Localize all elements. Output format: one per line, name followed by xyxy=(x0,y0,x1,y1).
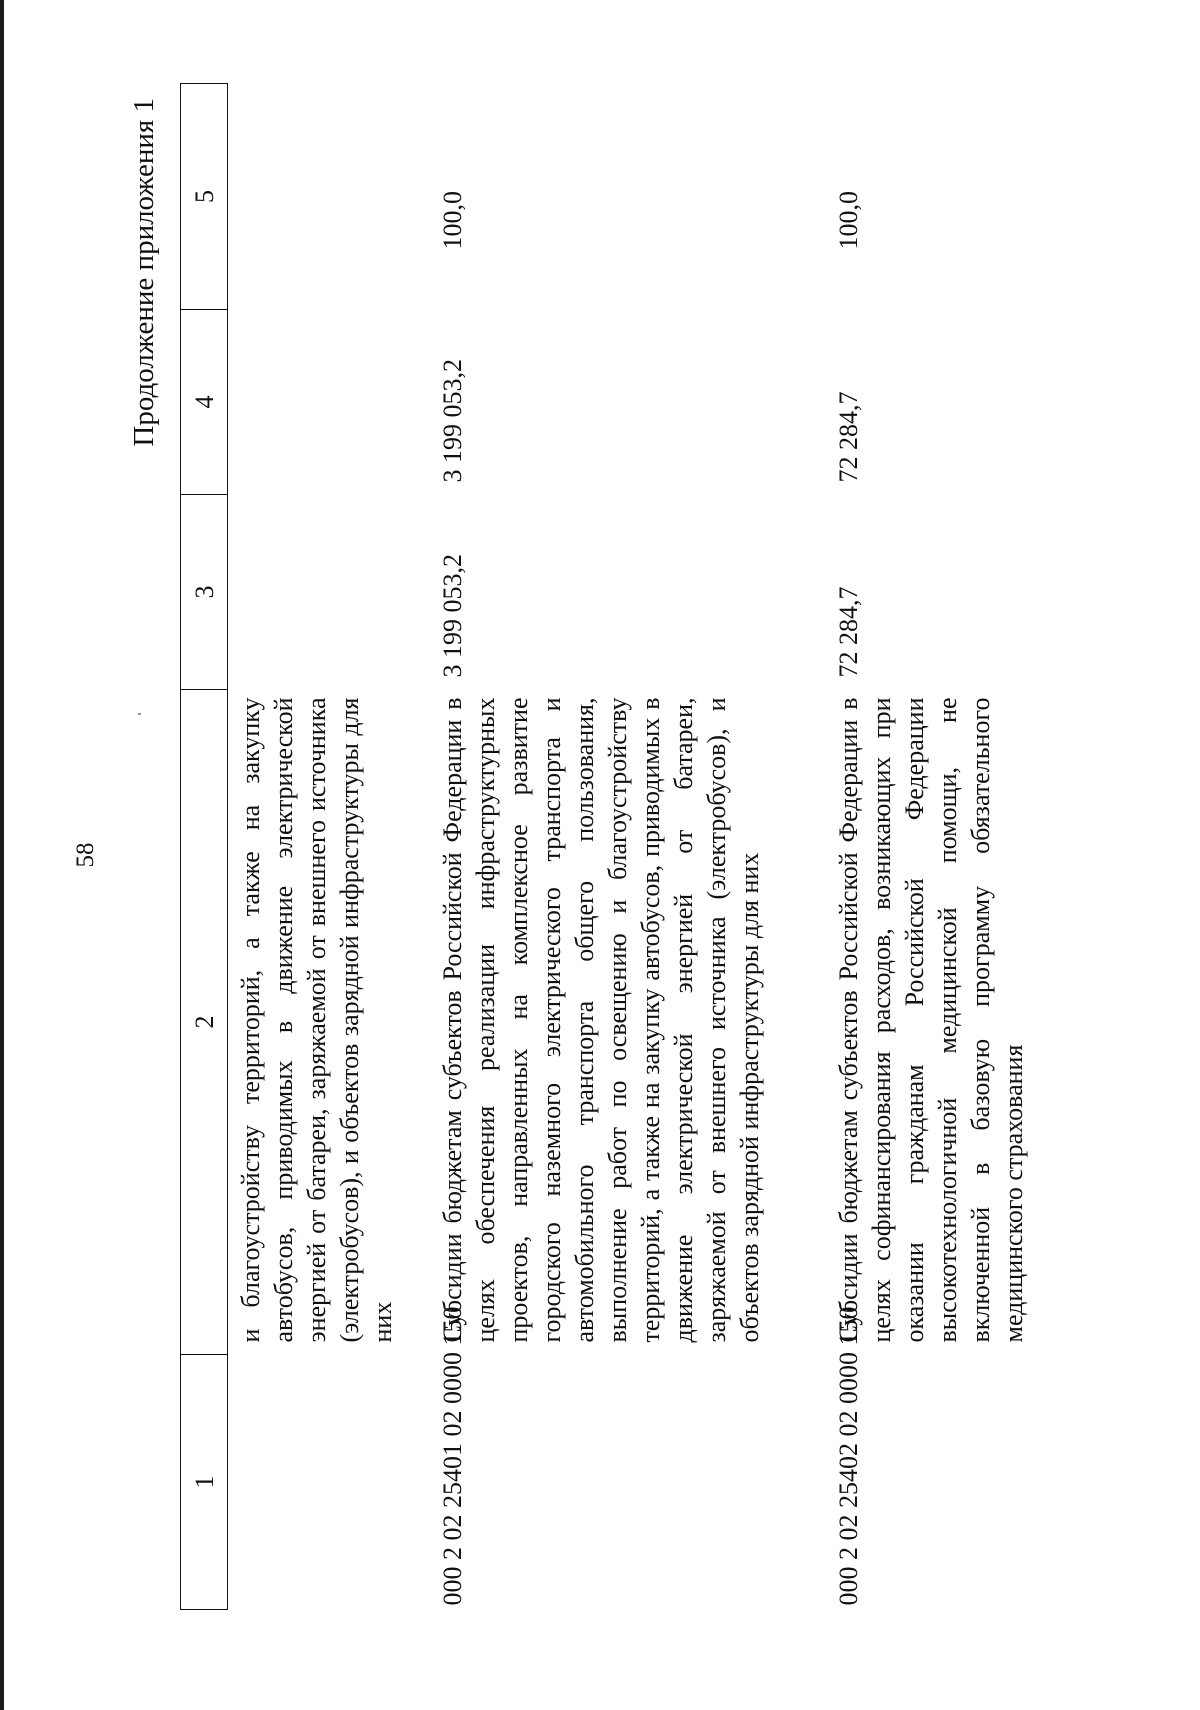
approved-amount-cell: 3 199 053,2 xyxy=(438,554,467,678)
execution-percent-cell xyxy=(228,84,431,310)
table-row xyxy=(430,84,826,1610)
budget-code-cell xyxy=(228,1355,431,1610)
executed-amount-cell: 72 284,7 xyxy=(834,391,863,483)
column-header-1: 1 xyxy=(181,1355,228,1610)
column-header-5: 5 xyxy=(181,84,228,310)
description-cell: и благоустройству территорий, а также на закупку автобусов, приводимых в движение электрической энергией от батареи, заряжаемой от внешнего источника (электробусов), и объектов зарядной инфраструктуры для них xyxy=(236,697,397,1343)
table-body xyxy=(228,84,1173,1610)
execution-percent-cell: 100,0 xyxy=(834,191,863,250)
approved-amount-cell: 72 284,7 xyxy=(834,586,863,678)
executed-amount-cell: 3 199 053,2 xyxy=(438,359,467,483)
column-header-3: 3 xyxy=(181,495,228,690)
column-header-4: 4 xyxy=(181,310,228,495)
budget-code-cell: 000 2 02 25402 02 0000 150 xyxy=(834,1306,863,1606)
executed-amount-cell xyxy=(228,310,431,495)
table-header xyxy=(181,84,228,1610)
execution-percent-cell: 100,0 xyxy=(438,191,467,250)
column-header-2: 2 xyxy=(181,690,228,1355)
budget-code-cell: 000 2 02 25401 02 0000 150 xyxy=(438,1306,467,1606)
appendix-continuation-note: Продолжение приложения 1 xyxy=(128,98,160,447)
approved-amount-cell xyxy=(228,495,431,690)
description-cell: Субсидии бюджетам субъектов Российской Федерации в целях обеспечения реализации инфраструктурных проектов, направленных на комплексное развитие городского наземного электрического транспорта и автомобильного транспорта общего пользования, выполнение работ по освещению и благоустройству территорий, а также на закупку автобусов, приводимых в движение электрической энергией от батареи, заряжаемой от внешнего источника (электробусов), и объектов зарядной инфраструктуры для них xyxy=(438,697,764,1343)
budget-table xyxy=(180,83,1172,1610)
page-number: 58 xyxy=(72,842,99,868)
description-cell: Субсидии бюджетам субъектов Российской Федерации в целях софинансирования расходов, возникающих при оказании гражданам Российской Федерации высокотехнологичной медицинской помощи, не включенной в базовую программу обязательного медицинского страхования xyxy=(834,697,1028,1343)
table-row xyxy=(826,84,1172,1610)
table-header-row xyxy=(181,84,228,1610)
table-row xyxy=(228,84,431,1610)
